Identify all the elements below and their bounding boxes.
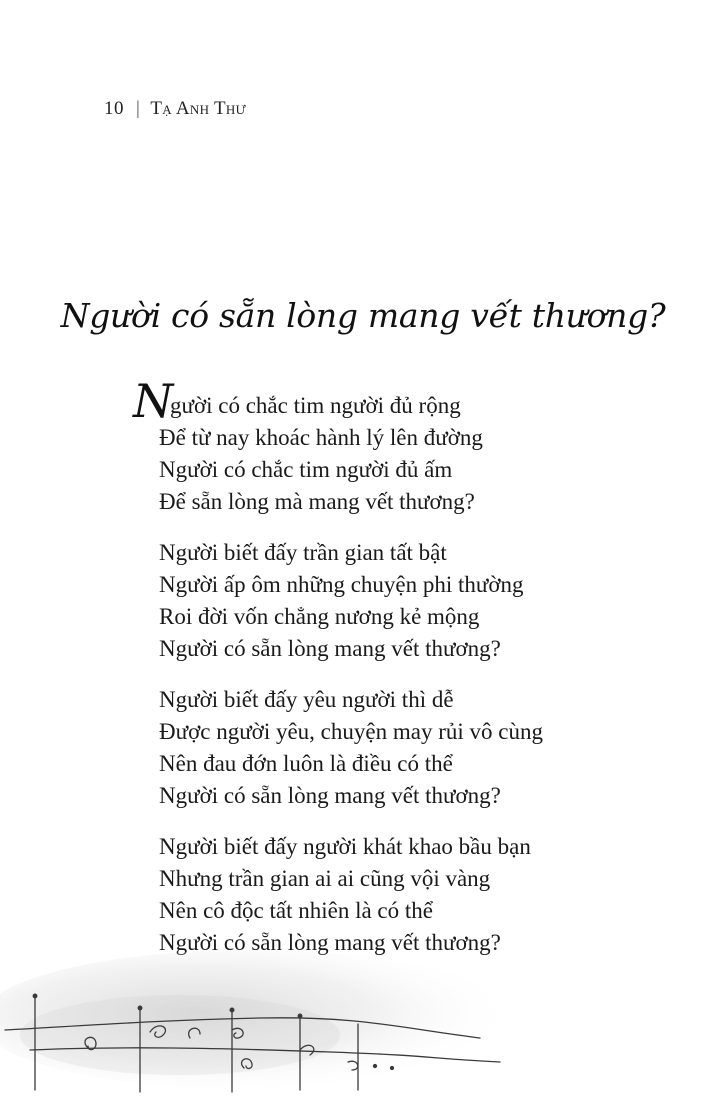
poem-line: Người có chắc tim người đủ ấm [159,457,453,482]
drop-cap [133,374,174,428]
poem-line: Người biết đấy yêu người thì dễ [159,687,454,712]
poem-line: Người có sẵn lòng mang vết thương? [159,636,501,661]
drop-cap-letter: N [133,374,174,428]
poem-line: Được người yêu, chuyện may rủi vô cùng [159,719,543,744]
author-name: Tạ Anh Thư [150,98,246,119]
page-number: 10 [104,98,124,119]
poem-line: Người ấp ôm những chuyện phi thường [159,572,524,597]
poem-line: Để sẵn lòng mà mang vết thương? [159,489,475,514]
poem-line: Nên đau đớn luôn là điều có thể [159,751,453,776]
poem-line: Để từ nay khoác hành lý lên đường [159,425,483,450]
poem-line: Người biết đấy trần gian tất bật [159,540,447,565]
poem-line: Nên cô độc tất nhiên là có thể [159,898,433,923]
running-head [104,98,246,120]
poem-title: Người có sẵn lòng mang vết thương? [60,296,666,335]
poem-line: Roi đời vốn chẳng nương kẻ mộng [159,604,480,629]
fence-ornament-icon [0,940,520,1098]
header-separator: | [136,98,141,119]
poem-line-first: gười có chắc tim người đủ rộng [170,393,461,418]
poem-line: Người biết đấy người khát khao bầu bạn [159,834,531,859]
poem-line: Người có sẵn lòng mang vết thương? [159,783,501,808]
poem-line: Nhưng trần gian ai ai cũng vội vàng [159,866,491,891]
poem-line: Người có sẵn lòng mang vết thương? [159,930,501,955]
